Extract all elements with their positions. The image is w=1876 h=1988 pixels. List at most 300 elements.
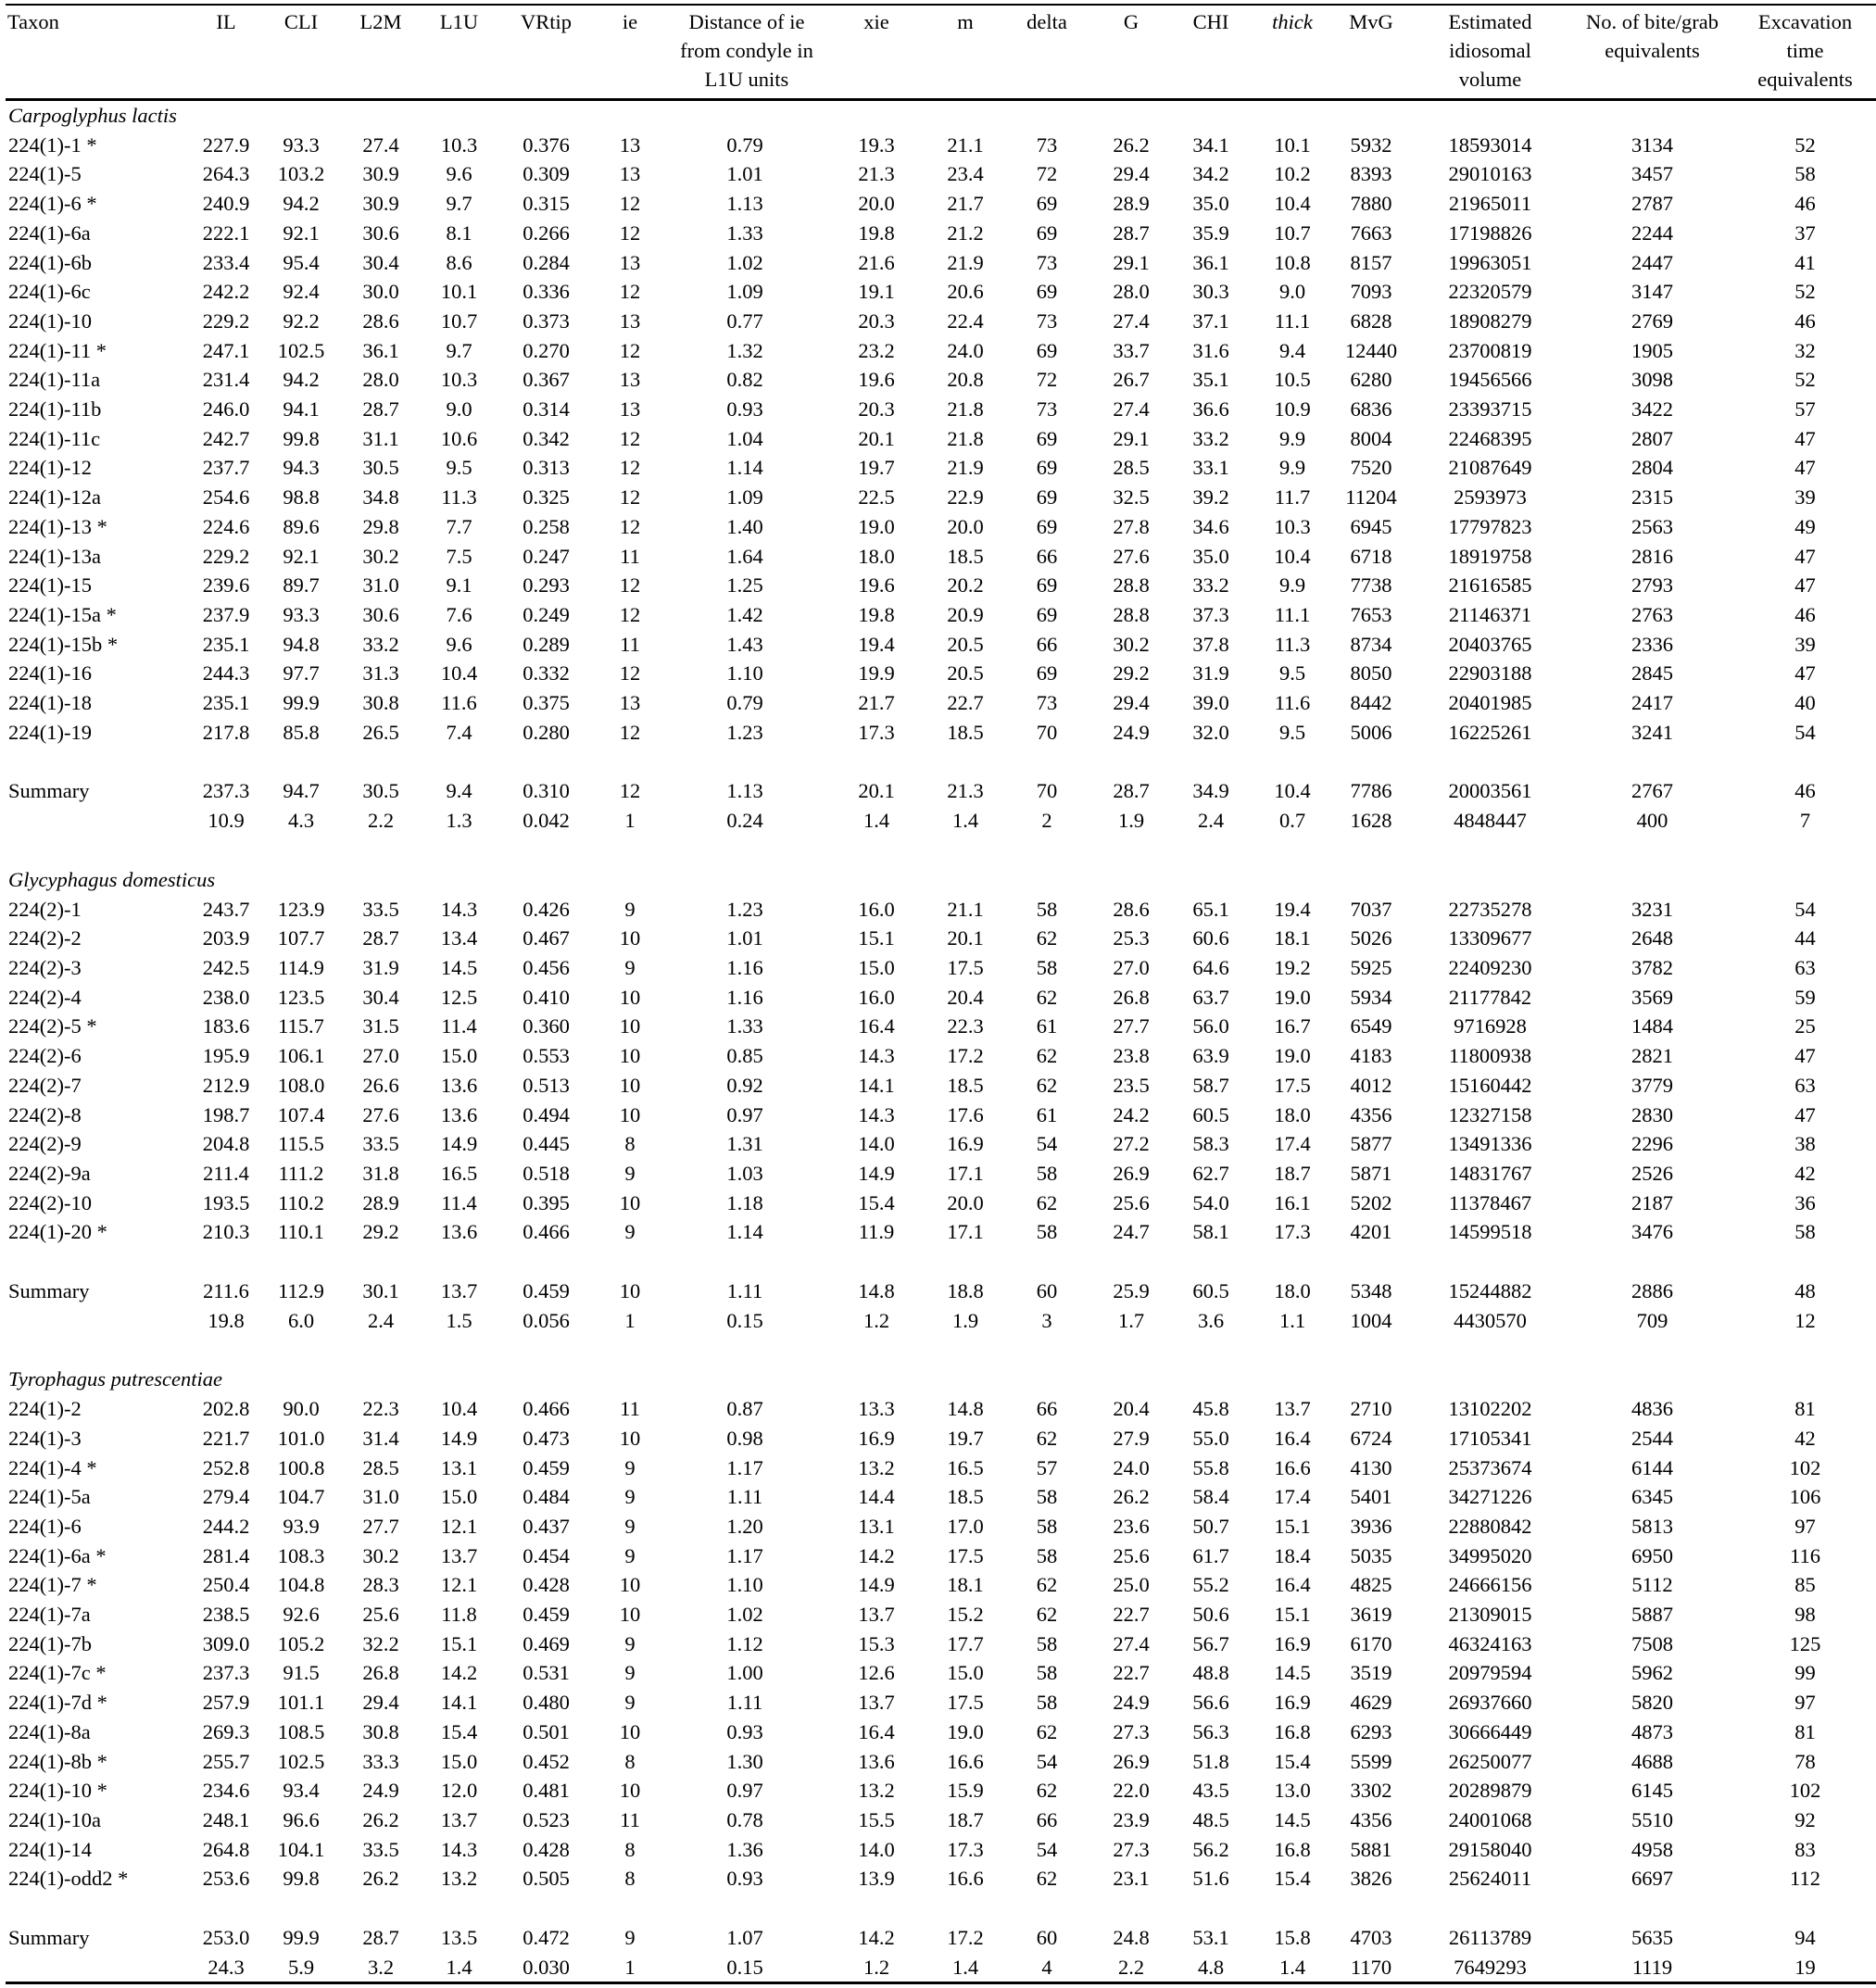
cell-value: 5925 xyxy=(1350,955,1392,979)
row-label: 224(2)-3 xyxy=(8,955,82,979)
cell-value: 31.4 xyxy=(362,1426,399,1450)
cell-value: 15.1 xyxy=(1274,1514,1311,1538)
cell-value: 23393715 xyxy=(1448,397,1532,422)
cell-value: 8393 xyxy=(1350,162,1392,186)
cell-value: 30.5 xyxy=(362,456,399,480)
cell-value: 18919758 xyxy=(1448,544,1532,568)
cell-value: 2787 xyxy=(1631,192,1673,216)
cell-value: 31.5 xyxy=(362,1014,399,1038)
cell-value: 57 xyxy=(1794,397,1816,422)
cell-value: 115.5 xyxy=(278,1132,324,1156)
cell-value: 19.2 xyxy=(1274,955,1311,979)
cell-value: 0.98 xyxy=(726,1426,763,1450)
spacer-row xyxy=(6,747,1876,776)
cell-value: 94 xyxy=(1794,1926,1816,1950)
cell-value: 13309677 xyxy=(1448,926,1532,950)
cell-value: 264.3 xyxy=(202,162,250,186)
cell-value: 18.0 xyxy=(1274,1102,1311,1126)
cell-value: 69 xyxy=(1036,426,1058,450)
cell-value: 0.92 xyxy=(726,1073,763,1097)
cell-value: 0.484 xyxy=(523,1485,570,1509)
cell-value: 14.2 xyxy=(440,1661,478,1685)
cell-value: 1.40 xyxy=(726,514,763,538)
cell-value: 1628 xyxy=(1350,809,1392,833)
spacer-cell xyxy=(6,836,1876,865)
cell-value: 5026 xyxy=(1350,926,1392,950)
cell-value: 12.1 xyxy=(440,1514,478,1538)
table-row xyxy=(6,1217,1876,1247)
cell-value: 21.9 xyxy=(947,250,984,274)
cell-value: 2807 xyxy=(1631,426,1673,450)
cell-value: 85.8 xyxy=(283,720,320,744)
cell-value: 20401985 xyxy=(1448,691,1532,715)
cell-value: 103.2 xyxy=(277,162,325,186)
cell-value: 10 xyxy=(619,1719,641,1743)
cell-value: 9.7 xyxy=(446,338,472,362)
cell-value: 6280 xyxy=(1350,368,1392,392)
cell-value: 10.7 xyxy=(440,308,478,333)
cell-value: 15.4 xyxy=(1274,1749,1311,1773)
spacer-cell xyxy=(6,747,1876,776)
cell-value: 17.1 xyxy=(947,1220,984,1244)
cell-value: 101.0 xyxy=(277,1426,325,1450)
cell-value: 16.1 xyxy=(1274,1190,1311,1214)
cell-value: 62 xyxy=(1036,1426,1058,1450)
cell-value: 257.9 xyxy=(202,1691,250,1715)
cell-value: 1.16 xyxy=(726,955,763,979)
cell-value: 27.4 xyxy=(362,132,399,157)
cell-value: 13 xyxy=(619,250,641,274)
cell-value: 116 xyxy=(1790,1543,1820,1567)
cell-value: 0.494 xyxy=(523,1102,570,1126)
cell-value: 0.280 xyxy=(523,720,570,744)
cell-value: 47 xyxy=(1794,456,1816,480)
cell-value: 19.0 xyxy=(1274,985,1311,1009)
cell-value: 58.1 xyxy=(1192,1220,1229,1244)
cell-value: 27.7 xyxy=(1113,1014,1150,1038)
cell-value: 69 xyxy=(1036,573,1058,598)
cell-value: 73 xyxy=(1036,132,1058,157)
cell-value: 22.9 xyxy=(947,485,984,510)
cell-value: 13.2 xyxy=(858,1455,895,1479)
row-label: 224(1)-6a * xyxy=(8,1543,107,1567)
cell-value: 15.5 xyxy=(858,1807,895,1831)
cell-value: 17.1 xyxy=(947,1161,984,1185)
cell-value: 36 xyxy=(1794,1190,1816,1214)
cell-value: 12 xyxy=(619,426,641,450)
cell-value: 11.1 xyxy=(1274,308,1311,333)
cell-value: 25373674 xyxy=(1448,1455,1532,1479)
row-label: 224(1)-6 xyxy=(8,1514,82,1538)
summary-row xyxy=(6,1277,1876,1306)
cell-value: 104.1 xyxy=(277,1837,325,1861)
cell-value: 2.4 xyxy=(1197,809,1225,833)
cell-value: 3 xyxy=(1041,1308,1052,1332)
cell-value: 15.4 xyxy=(440,1719,478,1743)
table-row xyxy=(6,336,1876,366)
col-header-bite-grab xyxy=(1572,5,1732,100)
cell-value: 0.553 xyxy=(523,1044,570,1068)
cell-value: 66 xyxy=(1036,544,1058,568)
cell-value: 11.7 xyxy=(1274,485,1311,510)
cell-value: 13 xyxy=(619,691,641,715)
cell-value: 9 xyxy=(624,897,636,921)
cell-value: 31.6 xyxy=(1192,338,1229,362)
cell-value: 104.7 xyxy=(277,1485,325,1509)
cell-value: 25.9 xyxy=(1113,1279,1150,1303)
cell-value: 30.1 xyxy=(362,1279,399,1303)
cell-value: 45.8 xyxy=(1192,1397,1229,1421)
cell-value: 238.0 xyxy=(202,985,250,1009)
cell-value: 111.2 xyxy=(278,1161,324,1185)
cell-value: 78 xyxy=(1794,1749,1816,1773)
cell-value: 30666449 xyxy=(1448,1719,1532,1743)
cell-value: 58 xyxy=(1036,897,1058,921)
cell-value: 89.7 xyxy=(283,573,320,598)
cell-value: 0.410 xyxy=(523,985,570,1009)
cell-value: 15.1 xyxy=(858,926,895,950)
cell-value: 211.4 xyxy=(203,1161,249,1185)
row-label: 224(2)-5 * xyxy=(8,1014,97,1038)
cell-value: 22.3 xyxy=(362,1397,399,1421)
table-row xyxy=(6,659,1876,688)
summary-sd-row xyxy=(6,1306,1876,1336)
row-label: 224(1)-7b xyxy=(8,1631,92,1655)
cell-value: 14.3 xyxy=(858,1102,895,1126)
cell-value: 60.6 xyxy=(1192,926,1229,950)
cell-value: 25624011 xyxy=(1448,1867,1532,1891)
cell-value: 5881 xyxy=(1350,1837,1392,1861)
cell-value: 254.6 xyxy=(202,485,250,510)
cell-value: 18.7 xyxy=(947,1807,984,1831)
cell-value: 13.6 xyxy=(440,1102,478,1126)
cell-value: 33.2 xyxy=(362,632,399,656)
cell-value: 14.1 xyxy=(858,1073,895,1097)
taxon-heading-row xyxy=(6,1365,1876,1394)
cell-value: 73 xyxy=(1036,308,1058,333)
spacer-row xyxy=(6,1247,1876,1277)
cell-value: 17.6 xyxy=(947,1102,984,1126)
cell-value: 17.5 xyxy=(947,1691,984,1715)
cell-value: 46 xyxy=(1794,192,1816,216)
col-header-volume-text: Estimated idiosomal volume xyxy=(1448,10,1532,91)
cell-value: 26.8 xyxy=(362,1661,399,1685)
cell-value: 8 xyxy=(624,1867,636,1891)
cell-value: 11.6 xyxy=(1274,691,1311,715)
cell-value: 51.8 xyxy=(1192,1749,1229,1773)
cell-value: 19.1 xyxy=(858,280,895,304)
cell-value: 0.79 xyxy=(726,132,763,157)
cell-value: 20.5 xyxy=(947,661,984,686)
cell-value: 5887 xyxy=(1631,1603,1673,1627)
cell-value: 224.6 xyxy=(202,514,250,538)
cell-value: 14.3 xyxy=(440,1837,478,1861)
cell-value: 26.2 xyxy=(1113,1485,1150,1509)
cell-value: 29.4 xyxy=(362,1691,399,1715)
cell-value: 24.0 xyxy=(1113,1455,1150,1479)
cell-value: 0.459 xyxy=(523,1455,570,1479)
cell-value: 63.9 xyxy=(1192,1044,1229,1068)
col-header-distance-ie-text: Distance of ie from condyle in L1U units xyxy=(680,10,813,91)
cell-value: 12 xyxy=(619,602,641,626)
cell-value: 1.14 xyxy=(726,1220,763,1244)
cell-value: 98.8 xyxy=(283,485,320,510)
cell-value: 96.6 xyxy=(283,1807,320,1831)
cell-value: 24.0 xyxy=(947,338,984,362)
cell-value: 54 xyxy=(1794,897,1816,921)
cell-value: 34995020 xyxy=(1448,1543,1532,1567)
cell-value: 10.4 xyxy=(1274,192,1311,216)
cell-value: 2447 xyxy=(1631,250,1673,274)
col-header-ie: ie xyxy=(622,10,638,33)
cell-value: 3422 xyxy=(1631,397,1673,422)
cell-value: 247.1 xyxy=(202,338,250,362)
cell-value: 69 xyxy=(1036,220,1058,245)
cell-value: 0.481 xyxy=(523,1779,570,1803)
cell-value: 12.6 xyxy=(858,1661,895,1685)
row-label xyxy=(6,1953,191,1983)
cell-value: 21.1 xyxy=(947,132,984,157)
cell-value: 14.9 xyxy=(858,1161,895,1185)
cell-value: 92 xyxy=(1794,1807,1816,1831)
cell-value: 57 xyxy=(1036,1455,1058,1479)
cell-value: 4430570 xyxy=(1454,1308,1527,1332)
cell-value: 12.5 xyxy=(440,985,478,1009)
cell-value: 27.3 xyxy=(1113,1719,1150,1743)
cell-value: 32.0 xyxy=(1192,720,1229,744)
cell-value: 15.0 xyxy=(440,1485,478,1509)
row-label: Summary xyxy=(8,1279,90,1303)
cell-value: 46 xyxy=(1794,779,1816,803)
cell-value: 16.9 xyxy=(858,1426,895,1450)
cell-value: 69 xyxy=(1036,280,1058,304)
cell-value: 26250077 xyxy=(1448,1749,1532,1773)
cell-value: 98 xyxy=(1794,1603,1816,1627)
cell-value: 42 xyxy=(1794,1161,1816,1185)
cell-value: 1.1 xyxy=(1278,1308,1306,1332)
cell-value: 61 xyxy=(1036,1102,1058,1126)
cell-value: 62 xyxy=(1036,1719,1058,1743)
cell-value: 21087649 xyxy=(1448,456,1532,480)
cell-value: 0.284 xyxy=(523,250,570,274)
row-label xyxy=(6,1306,191,1336)
cell-value: 183.6 xyxy=(202,1014,250,1038)
cell-value: 22.7 xyxy=(1113,1603,1150,1627)
cell-value: 23.6 xyxy=(1113,1514,1150,1538)
cell-value: 0.469 xyxy=(523,1631,570,1655)
cell-value: 22880842 xyxy=(1448,1514,1532,1538)
cell-value: 22.5 xyxy=(858,485,895,510)
cell-value: 1.32 xyxy=(726,338,763,362)
cell-value: 1.4 xyxy=(1278,1955,1306,1979)
cell-value: 30.4 xyxy=(362,250,399,274)
cell-value: 30.8 xyxy=(362,1719,399,1743)
cell-value: 10.3 xyxy=(1274,514,1311,538)
cell-value: 5035 xyxy=(1350,1543,1392,1567)
cell-value: 48.5 xyxy=(1192,1807,1229,1831)
cell-value: 0.473 xyxy=(523,1426,570,1450)
cell-value: 13.1 xyxy=(858,1514,895,1538)
cell-value: 3619 xyxy=(1350,1603,1392,1627)
cell-value: 1.13 xyxy=(726,779,763,803)
cell-value: 55.2 xyxy=(1192,1573,1229,1597)
cell-value: 18908279 xyxy=(1448,308,1532,333)
cell-value: 39 xyxy=(1794,485,1816,510)
cell-value: 16.4 xyxy=(858,1014,895,1038)
cell-value: 12 xyxy=(1794,1308,1816,1332)
cell-value: 26.7 xyxy=(1113,368,1150,392)
cell-value: 23.2 xyxy=(858,338,895,362)
cell-value: 108.5 xyxy=(277,1719,325,1743)
cell-value: 14.9 xyxy=(440,1426,478,1450)
table-row xyxy=(6,953,1876,983)
spacer-cell xyxy=(6,1247,1876,1277)
cell-value: 203.9 xyxy=(202,926,250,950)
cell-value: 1 xyxy=(624,809,636,833)
cell-value: 8 xyxy=(624,1837,636,1861)
cell-value: 28.0 xyxy=(1113,280,1150,304)
cell-value: 73 xyxy=(1036,397,1058,422)
mite-morphometrics-table xyxy=(6,4,1876,1984)
row-label: 224(1)-6a xyxy=(8,220,91,245)
cell-value: 13.5 xyxy=(440,1926,478,1950)
cell-value: 10.6 xyxy=(440,426,478,450)
document-page xyxy=(6,4,1876,1984)
cell-value: 21.2 xyxy=(947,220,984,245)
table-row xyxy=(6,483,1876,512)
table-row xyxy=(6,688,1876,718)
cell-value: 10.7 xyxy=(1274,220,1311,245)
cell-value: 19456566 xyxy=(1448,368,1532,392)
cell-value: 3.2 xyxy=(367,1955,395,1979)
cell-value: 1.7 xyxy=(1117,1308,1145,1332)
cell-value: 52 xyxy=(1794,132,1816,157)
cell-value: 63.7 xyxy=(1192,985,1229,1009)
row-label: 224(1)-5 xyxy=(8,162,82,186)
cell-value: 19.8 xyxy=(208,1308,245,1332)
cell-value: 28.9 xyxy=(362,1190,399,1214)
cell-value: 0.85 xyxy=(726,1044,763,1068)
row-label: 224(1)-11a xyxy=(8,368,101,392)
cell-value: 38 xyxy=(1794,1132,1816,1156)
cell-value: 72 xyxy=(1036,162,1058,186)
row-label: 224(1)-13 * xyxy=(8,514,107,538)
cell-value: 9.5 xyxy=(1278,661,1306,686)
row-label: 224(1)-11c xyxy=(8,426,101,450)
cell-value: 237.9 xyxy=(202,602,250,626)
cell-value: 2821 xyxy=(1631,1044,1673,1068)
cell-value: 20.1 xyxy=(858,426,895,450)
cell-value: 269.3 xyxy=(202,1719,250,1743)
cell-value: 21.8 xyxy=(947,426,984,450)
cell-value: 22409230 xyxy=(1448,955,1532,979)
cell-value: 0.24 xyxy=(726,809,763,833)
table-row xyxy=(6,1600,1876,1629)
cell-value: 17.3 xyxy=(1274,1220,1311,1244)
cell-value: 33.7 xyxy=(1113,338,1150,362)
cell-value: 2244 xyxy=(1631,220,1673,245)
cell-value: 46 xyxy=(1794,308,1816,333)
cell-value: 13.4 xyxy=(440,926,478,950)
cell-value: 50.7 xyxy=(1192,1514,1229,1538)
cell-value: 92.2 xyxy=(283,308,320,333)
cell-value: 9 xyxy=(624,1631,636,1655)
cell-value: 28.6 xyxy=(1113,897,1150,921)
row-label: 224(1)-18 xyxy=(8,691,92,715)
cell-value: 11204 xyxy=(1345,485,1397,510)
table-row xyxy=(6,1482,1876,1512)
cell-value: 18.8 xyxy=(947,1279,984,1303)
cell-value: 5820 xyxy=(1631,1691,1673,1715)
cell-value: 85 xyxy=(1794,1573,1816,1597)
cell-value: 2845 xyxy=(1631,661,1673,686)
cell-value: 93.9 xyxy=(283,1514,320,1538)
cell-value: 5813 xyxy=(1631,1514,1673,1538)
table-row xyxy=(6,219,1876,248)
table-row xyxy=(6,1570,1876,1600)
cell-value: 11.3 xyxy=(1274,632,1311,656)
cell-value: 4.3 xyxy=(287,809,315,833)
cell-value: 10 xyxy=(619,1073,641,1097)
cell-value: 7.6 xyxy=(446,602,472,626)
cell-value: 18.1 xyxy=(1274,926,1311,950)
cell-value: 30.9 xyxy=(362,162,399,186)
col-header-distance-ie xyxy=(665,5,825,100)
cell-value: 1.33 xyxy=(726,220,763,245)
cell-value: 63 xyxy=(1794,1073,1816,1097)
cell-value: 13 xyxy=(619,368,641,392)
cell-value: 2417 xyxy=(1631,691,1673,715)
cell-value: 26.2 xyxy=(1113,132,1150,157)
cell-value: 21309015 xyxy=(1448,1603,1532,1627)
cell-value: 37 xyxy=(1794,220,1816,245)
cell-value: 16.6 xyxy=(947,1867,984,1891)
cell-value: 233.4 xyxy=(202,250,250,274)
cell-value: 60.5 xyxy=(1192,1279,1229,1303)
cell-value: 0.78 xyxy=(726,1807,763,1831)
row-label: 224(2)-6 xyxy=(8,1044,82,1068)
cell-value: 69 xyxy=(1036,192,1058,216)
cell-value: 10.3 xyxy=(440,368,478,392)
cell-value: 10.5 xyxy=(1274,368,1311,392)
cell-value: 94.2 xyxy=(283,368,320,392)
cell-value: 15160442 xyxy=(1448,1073,1532,1097)
cell-value: 95.4 xyxy=(283,250,320,274)
cell-value: 33.5 xyxy=(362,897,399,921)
row-label: 224(1)-15b * xyxy=(8,632,119,656)
cell-value: 9 xyxy=(624,1661,636,1685)
cell-value: 9.6 xyxy=(446,162,472,186)
cell-value: 2563 xyxy=(1631,514,1673,538)
cell-value: 7653 xyxy=(1350,602,1392,626)
cell-value: 3782 xyxy=(1631,955,1673,979)
cell-value: 11.8 xyxy=(441,1603,477,1627)
cell-value: 1.01 xyxy=(726,926,763,950)
cell-value: 58 xyxy=(1036,1220,1058,1244)
cell-value: 20.1 xyxy=(947,926,984,950)
cell-value: 54 xyxy=(1036,1132,1058,1156)
cell-value: 6828 xyxy=(1350,308,1392,333)
cell-value: 17797823 xyxy=(1448,514,1532,538)
cell-value: 10 xyxy=(619,1603,641,1627)
cell-value: 13.9 xyxy=(858,1867,895,1891)
row-label: 224(2)-8 xyxy=(8,1102,82,1126)
table-row xyxy=(6,1776,1876,1806)
cell-value: 6718 xyxy=(1350,544,1392,568)
cell-value: 69 xyxy=(1036,661,1058,686)
cell-value: 11.6 xyxy=(441,691,477,715)
cell-value: 0.367 xyxy=(523,368,570,392)
